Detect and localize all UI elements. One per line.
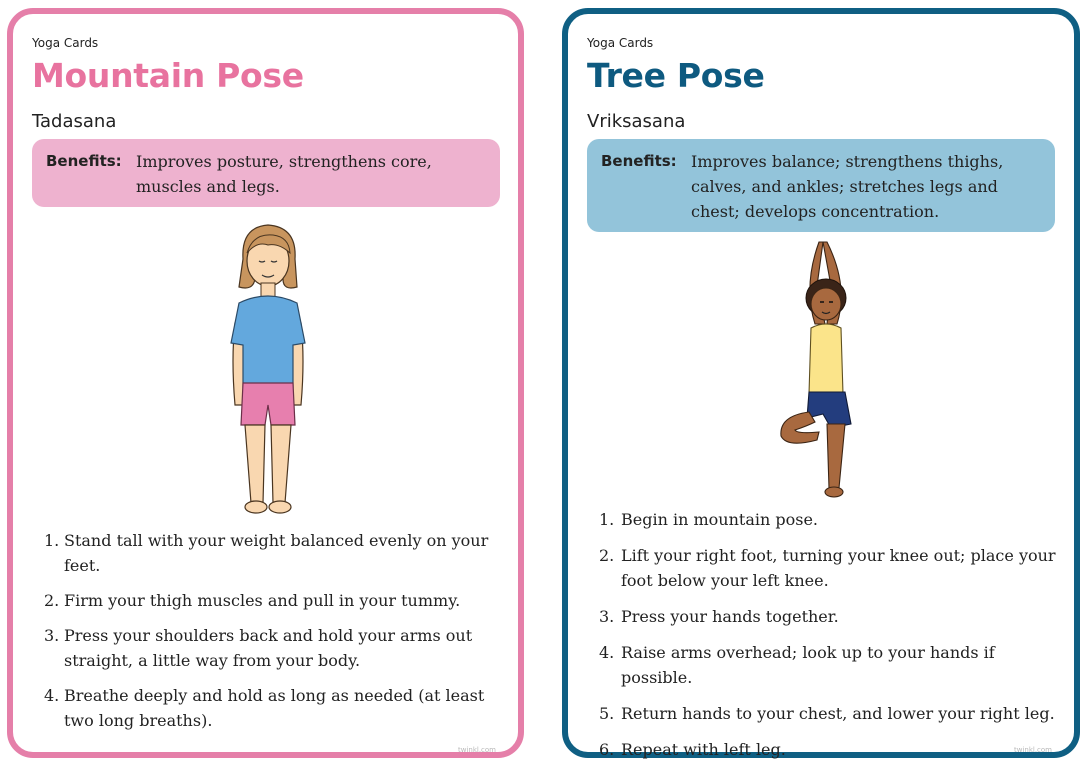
step-number: 4.	[44, 686, 60, 705]
pose-title: Tree Pose	[587, 56, 765, 95]
card-series-label: Yoga Cards	[587, 36, 654, 50]
step-number: 4.	[599, 643, 615, 662]
pose-sanskrit-name: Vriksasana	[587, 111, 686, 132]
step-number: 1.	[44, 531, 60, 550]
benefits-text: Improves posture, strengthens core, muscles and legs.	[136, 152, 432, 196]
pose-sanskrit-name: Tadasana	[32, 111, 117, 132]
watermark: twinkl.com	[1013, 746, 1052, 754]
step-text: Firm your thigh muscles and pull in your tummy.	[64, 591, 461, 610]
step-text: Lift your right foot, turning your knee out; place your foot below your left knee.	[621, 546, 1056, 590]
step-text: Raise arms overhead; look up to your hands if possible.	[621, 643, 995, 687]
step-number: 5.	[599, 704, 615, 723]
yoga-card-mountain-pose	[7, 8, 524, 758]
instructions-list	[32, 528, 492, 743]
list-item	[587, 507, 1057, 532]
tree-pose-illustration	[773, 236, 873, 501]
card-series-label: Yoga Cards	[32, 36, 99, 50]
mountain-pose-illustration	[213, 219, 323, 519]
step-number: 3.	[599, 607, 615, 626]
list-item	[587, 701, 1057, 726]
list-item	[32, 588, 492, 613]
list-item	[587, 543, 1057, 593]
list-item	[587, 737, 1057, 762]
step-text: Press your hands together.	[621, 607, 839, 626]
step-number: 6.	[599, 740, 615, 759]
benefits-label: Benefits:	[46, 152, 122, 170]
list-item	[32, 528, 492, 578]
list-item	[32, 623, 492, 673]
list-item	[587, 604, 1057, 629]
yoga-card-tree-pose	[562, 8, 1080, 758]
benefits-panel	[587, 139, 1055, 232]
benefits-label: Benefits:	[601, 152, 677, 170]
pose-title: Mountain Pose	[32, 56, 304, 95]
step-number: 3.	[44, 626, 60, 645]
step-text: Repeat with left leg.	[621, 740, 786, 759]
step-number: 1.	[599, 510, 615, 529]
step-text: Breathe deeply and hold as long as needed (at least two long breaths).	[64, 686, 485, 730]
list-item	[587, 640, 1057, 690]
instructions-list	[587, 507, 1057, 773]
list-item	[32, 683, 492, 733]
watermark: twinkl.com	[457, 746, 496, 754]
step-number: 2.	[599, 546, 615, 565]
step-text: Stand tall with your weight balanced evenly on your feet.	[64, 531, 489, 575]
step-text: Return hands to your chest, and lower your right leg.	[621, 704, 1055, 723]
step-number: 2.	[44, 591, 60, 610]
step-text: Press your shoulders back and hold your arms out straight, a little way from your body.	[64, 626, 473, 670]
benefits-text: Improves balance; strengthens thighs, calves, and ankles; stretches legs and chest; develops concentration.	[691, 152, 1004, 221]
benefits-panel	[32, 139, 500, 207]
step-text: Begin in mountain pose.	[621, 510, 819, 529]
